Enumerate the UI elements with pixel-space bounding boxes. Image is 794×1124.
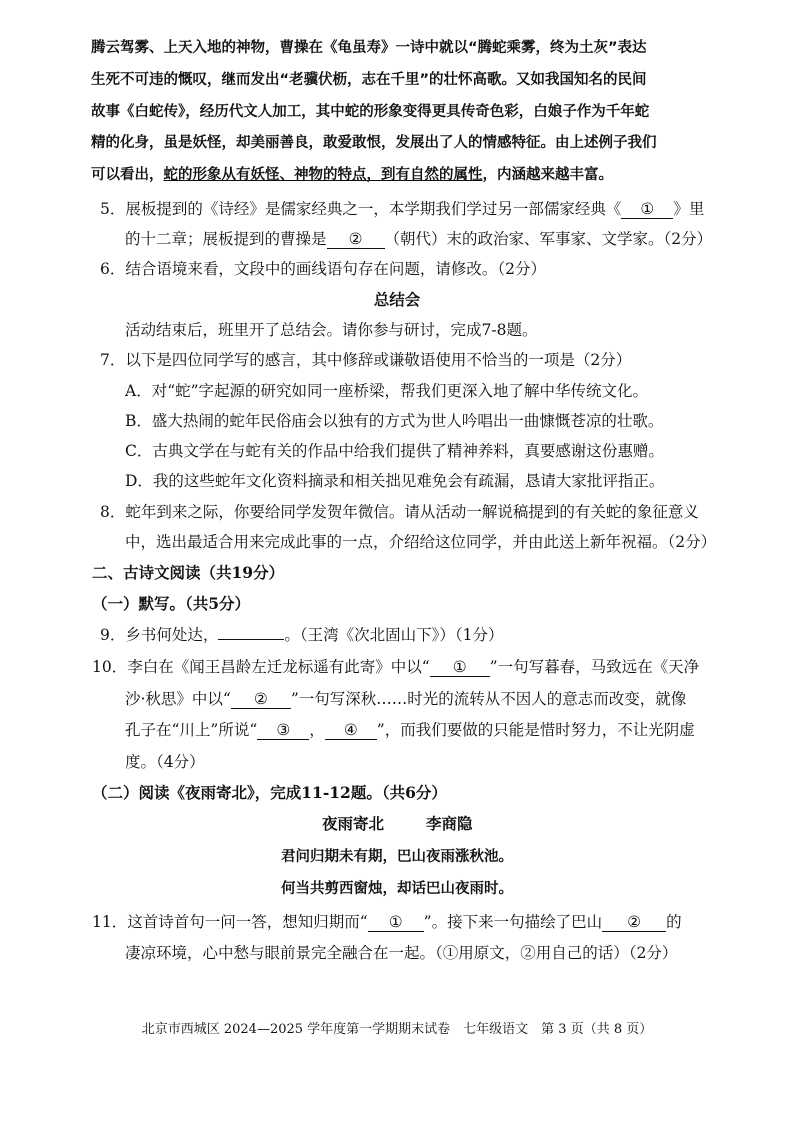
- q7-option-d[interactable]: D．我的这些蛇年文化资料摘录和相关拙见难免会有疏漏，恳请大家批评指正。: [125, 472, 665, 490]
- q10-line-1: [92, 655, 699, 677]
- q11-line-2: 凄凉环境，心中愁与眼前景完全融合在一起。（①用原文，②用自己的话）（2分）: [125, 944, 678, 962]
- q9-blank[interactable]: [218, 639, 284, 640]
- poem-line-2: 何当共剪西窗烛，却话巴山夜雨时。: [281, 881, 513, 897]
- q10-l2-post: ”一句写深秋……时光的流转从不因人的意志而改变，就像: [290, 690, 687, 708]
- q10-blank-3[interactable]: ③: [257, 721, 309, 740]
- q10-blank-4[interactable]: ④: [325, 721, 377, 740]
- q10-l3-post: ”，而我们要做的只能是惜时努力，不让光阴虚: [376, 721, 695, 739]
- q10-blank-2[interactable]: ②: [231, 690, 291, 709]
- q11-l1-post: 的: [666, 913, 682, 931]
- summary-heading: 总结会: [373, 290, 421, 309]
- poem-title: 夜雨寄北: [322, 814, 385, 833]
- q10-line-2: [125, 687, 686, 709]
- passage-line-4: 精的化身，虽是妖怪，却美丽善良，敢爱敢恨，发展出了人的情感特征。由上述例子我们: [91, 135, 657, 151]
- subsection-2-heading: （二）阅读《夜雨寄北》，完成11-12题。（共6分）: [92, 783, 447, 802]
- q5-text-post: 》里: [673, 200, 705, 218]
- passage-line-3: 故事《白蛇传》，经历代文人加工，其中蛇的形象变得更具传奇色彩，白娘子作为千年蛇: [91, 104, 650, 120]
- subsection-1-heading: （一）默写。（共5分）: [92, 594, 251, 613]
- q10-line-4: 度。（4分）: [125, 753, 205, 771]
- q5-line-2: [125, 227, 712, 249]
- q8-line-2: 中，选出最适合用来完成此事的一点，介绍给这位同学，并由此送上新年祝福。（2分）: [125, 533, 717, 551]
- passage-line-5: [91, 163, 613, 184]
- q9: [100, 623, 504, 645]
- q7-option-c[interactable]: C．古典文学在与蛇有关的作品中给我们提供了精神养料，真要感谢这份惠赠。: [125, 442, 664, 460]
- section-2-heading: 二、古诗文阅读（共19分）: [92, 563, 285, 582]
- q9-post: 。（王湾《次北固山下》）（1分）: [284, 626, 504, 644]
- passage-line-1: 腾云驾雾、上天入地的神物，曹操在《龟虽寿》一诗中就以“腾蛇乘雾，终为土灰”表达: [91, 40, 647, 56]
- q10-l1-pre: 10．李白在《闻王昌龄左迁龙标遥有此寄》中以“: [92, 658, 430, 676]
- q10-l1-post: ”一句写暮春，马致远在《天净: [489, 658, 700, 676]
- q7-option-a[interactable]: A．对“蛇”字起源的研究如同一座桥梁，帮我们更深入地了解中华传统文化。: [125, 382, 649, 400]
- q11-line-1: [92, 910, 682, 932]
- q8-line-1: 8．蛇年到来之际，你要给同学发贺年微信。请从活动一解说稿提到的有关蛇的象征意义: [100, 503, 699, 521]
- q5-blank-1[interactable]: ①: [621, 200, 673, 219]
- poem-author: 李商隐: [426, 814, 473, 833]
- q5-l2-pre: 的十二章；展板提到的曹操是: [125, 230, 327, 248]
- q5-text-pre: 5．展板提到的《诗经》是儒家经典之一，本学期我们学过另一部儒家经典《: [100, 200, 622, 218]
- q10-l2-pre: 沙·秋思》中以“: [125, 690, 231, 708]
- passage-line-5-pre: 可以看出，: [91, 167, 164, 183]
- q11-l1-mid: ”。接下来一句描绘了巴山: [423, 913, 603, 931]
- q10-line-3: [125, 718, 695, 740]
- q11-blank-1[interactable]: ①: [368, 913, 424, 932]
- q11-l1-pre: 11．这首诗首句一问一答，想知归期而“: [92, 913, 368, 931]
- q7-stem: 7．以下是四位同学写的感言，其中修辞或谦敬语使用不恰当的一项是（2分）: [100, 351, 632, 369]
- q5-blank-2[interactable]: ②: [327, 230, 385, 249]
- q11-blank-2[interactable]: ②: [602, 913, 666, 932]
- q6: 6．结合语境来看，文段中的画线语句存在问题，请修改。（2分）: [100, 260, 546, 278]
- q7-option-b[interactable]: B．盛大热闹的蛇年民俗庙会以独有的方式为世人吟唱出一曲慷慨苍凉的壮歌。: [125, 412, 664, 430]
- passage-line-2: 生死不可违的慨叹，继而发出“老骥伏枥，志在千里”的壮怀高歌。又如我国知名的民间: [91, 72, 647, 88]
- summary-intro: 活动结束后，班里开了总结会。请你参与研讨，完成7-8题。: [125, 321, 538, 339]
- page-footer: 北京市西城区 2024—2025 学年度第一学期期末试卷 七年级语文 第 3 页（共 8 页）: [141, 1022, 653, 1037]
- q9-pre: 9．乡书何处达，: [100, 626, 219, 644]
- q10-l3-pre: 孔子在“川上”所说“: [125, 721, 258, 739]
- q10-l3-mid: ，: [309, 721, 325, 739]
- underlined-sentence: 蛇的形象从有妖怪、神物的特点，到有自然的属性: [163, 167, 483, 183]
- passage-line-5-post: ，内涵越来越丰富。: [482, 167, 613, 183]
- q5-line-1: [100, 197, 704, 219]
- q10-blank-1[interactable]: ①: [430, 658, 490, 677]
- q5-l2-post: （朝代）末的政治家、军事家、文学家。（2分）: [384, 230, 713, 248]
- poem-line-1: 君问归期未有期，巴山夜雨涨秋池。: [281, 849, 513, 865]
